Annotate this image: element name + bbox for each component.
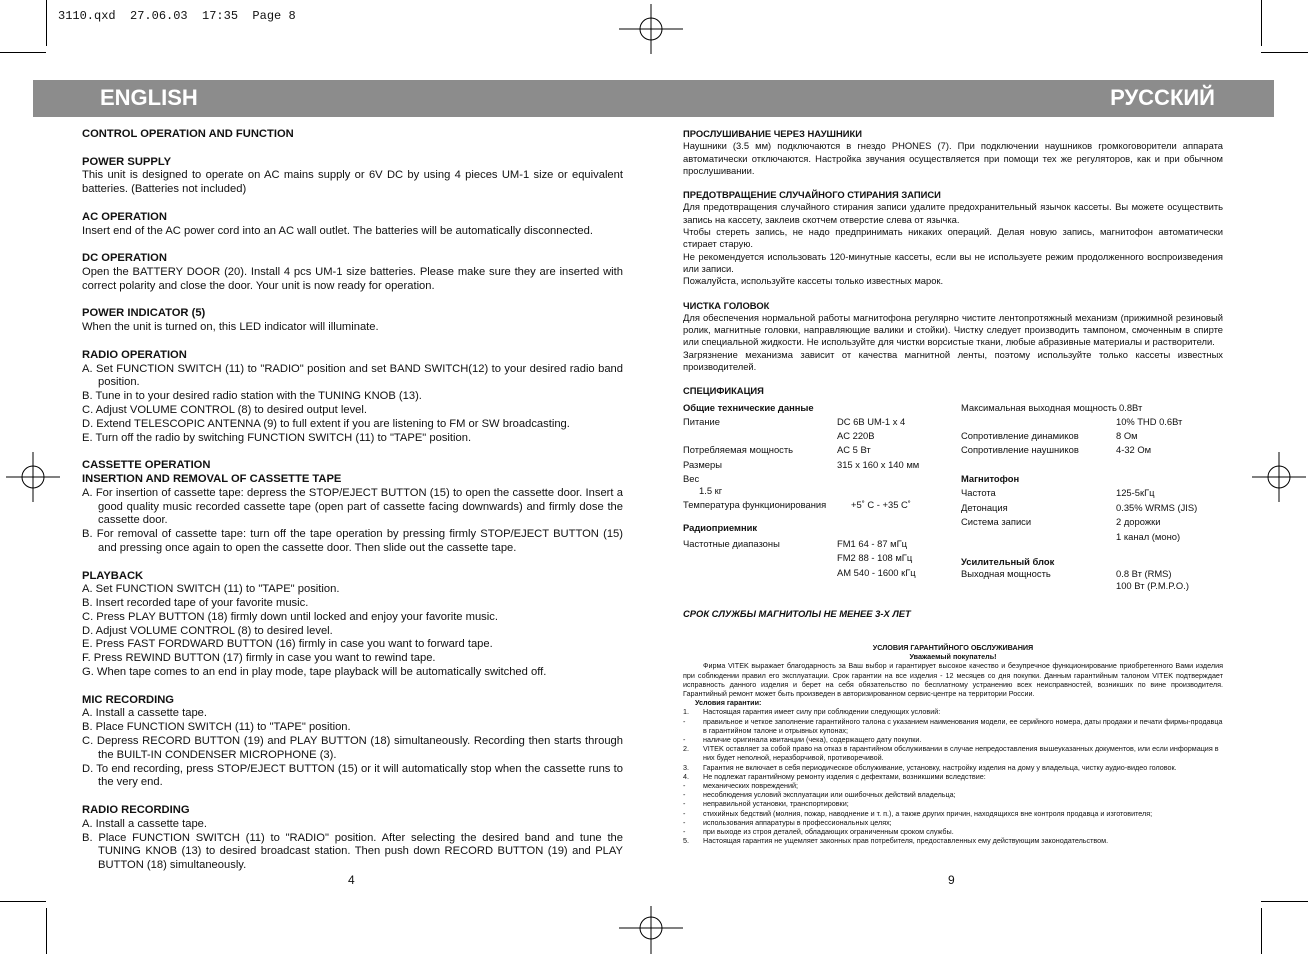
spec-item: 4-32 Ом (1116, 443, 1152, 455)
spec-item: Радиоприемник (683, 521, 758, 533)
item-marker: - (683, 808, 686, 818)
spec-table (683, 402, 1223, 600)
item-marker: 3. (683, 762, 689, 772)
item-marker: - (683, 735, 686, 745)
list-item: E. Press FAST FORDWARD BUTTON (16) firmly in case you want to forward tape. (82, 638, 493, 651)
item-text: Не подлежат гарантийному ремонту изделия с дефектами, возникшими вследствие: (703, 771, 986, 781)
warranty-item (683, 799, 1223, 808)
item-text: использования аппаратуры в профессиональных целях; (703, 817, 892, 827)
spec-item: 10% THD 0.6Вт (1116, 415, 1183, 427)
item-marker: - (683, 827, 686, 837)
spec-item: 1 канал (моно) (1116, 530, 1181, 542)
list-item: A. Set FUNCTION SWITCH (11) to "RADIO" position and set BAND SWITCH(12) to your desired radio band position. (82, 362, 623, 389)
item-text: Настоящая гарантия не ущемляет законных прав потребителя, предоставленных ему действующим законодательством. (703, 836, 1109, 846)
warranty-item (683, 717, 1223, 735)
warranty-salutation: Уважаемый покупатель! (909, 652, 997, 662)
list-item: E. Turn off the radio by switching FUNCTION SWITCH (11) to "TAPE" position. (82, 431, 472, 444)
spec-item: 0.35% WRMS (JIS) (1116, 501, 1198, 513)
spec-item: Магнитофон (961, 472, 1020, 484)
spec-item: Температура функционирования (683, 498, 827, 510)
spec-item: Частотные диапазоны (683, 537, 780, 549)
section-title: POWER INDICATOR (5) (82, 307, 206, 320)
page-number-right: 9 (948, 873, 955, 887)
spec-item: Потребляемая мощность (683, 443, 794, 455)
paragraph: Для обеспечения нормальной работы магнитофона регулярно чистите лентопротяжный механизм (прижимной резиновый ролик, магнитные головки, направляющие валики и стойки). Чистку следует производить тампоном, смоченным в спирте или специальной жидкости. Не используйте для чистки ворсистые ткани, любые абразивные материалы и растворители. (683, 311, 1223, 348)
warranty-intro: Фирма VITEK выражает благодарность за Ваш выбор и гарантирует высокое качество и безупречное функционирование приобретенного Вами изделия при соблюдении правил его эксплуатации. Срок гарантии на все изделия - 12 месяцев со дня покупки. Данным гарантийным талоном VITEK подтверждает исправность данного изделия и берет на себя обязательство по бесплатному устранению всех неисправностей, возникших по вине производителя. Гарантийный ремонт может быть произведен в авторизированном сервис-центре на территории России. (683, 661, 1223, 699)
section-title: RADIO OPERATION (82, 348, 187, 361)
list-item: F. Press REWIND BUTTON (17) firmly in case you want to rewind tape. (82, 652, 436, 665)
section (82, 128, 623, 142)
warranty-item (683, 836, 1223, 845)
paragraph: Не рекомендуется использовать 120-минутные кассеты, если вы не используете режим продолженного воспроизведения или записи. (683, 250, 1223, 274)
registration-mark-left (6, 452, 60, 502)
section-title: ПРЕДОТВРАЩЕНИЕ СЛУЧАЙНОГО СТИРАНИЯ ЗАПИСИ (683, 189, 941, 201)
warranty-item (683, 781, 1223, 790)
warranty-section (683, 643, 1223, 845)
warranty-item (683, 763, 1223, 772)
spec-item: DC 6В UM-1 x 4 (837, 415, 906, 427)
section-title: ЧИСТКА ГОЛОВОК (683, 299, 770, 311)
spec-item: Общие технические данные (683, 401, 814, 413)
section (82, 307, 623, 335)
spec-item: FM2 88 - 108 мГц (837, 551, 913, 563)
spec-item: Максимальная выходная мощность (961, 401, 1117, 413)
spec-item: 100 Вт (P.M.P.O.) (1116, 579, 1189, 591)
item-text: Гарантия не включает в себя периодическое обслуживание, установку, настройку изделия на дому у владельца, чистку аудио-видео головок. (703, 762, 1177, 772)
file-slug: 3110.qxd 27.06.03 17:35 Page 8 (58, 9, 296, 23)
section-title: DC OPERATION (82, 252, 167, 265)
item-text: механических повреждений; (703, 781, 798, 791)
warranty-item (683, 818, 1223, 827)
section (82, 211, 623, 239)
spec-item: 0.8Вт (1119, 401, 1143, 413)
spec-item: +5˚ C - +35 C˚ (851, 498, 911, 510)
spec-item: Питание (683, 415, 721, 427)
spec-title: СПЕЦИФИКАЦИЯ (683, 385, 764, 397)
warranty-item (683, 827, 1223, 836)
registration-mark-top (619, 4, 683, 54)
section-title: ПРОСЛУШИВАНИЕ ЧЕРЕЗ НАУШНИКИ (683, 128, 862, 139)
english-column (82, 128, 623, 887)
list-item: A. Install a cassette tape. (82, 707, 207, 720)
spec-item: Частота (961, 486, 996, 498)
list-item: A. Install a cassette tape. (82, 817, 207, 830)
section-subtitle: INSERTION AND REMOVAL OF CASSETTE TAPE (82, 472, 342, 485)
list-item: C. Depress RECORD BUTTON (19) and PLAY BUTTON (18) simultaneously. Recording then starts through the BUILT-IN CONDENSER MICROPHONE (3). (82, 735, 623, 761)
paragraph: Чтобы стереть запись, не надо предпринимать никаких операций. Делая новую запись, магнитофон автоматически стирает старую. (683, 226, 1223, 250)
spec-item: AC 5 Вт (837, 443, 871, 455)
item-marker: 5. (683, 836, 689, 846)
item-text: стихийных бедствий (молния, пожар, наводнение и т. п.), а также других причин, находящихся вне контроля продавца и изготовителя; (703, 808, 1153, 818)
paragraph: When the unit is turned on, this LED indicator will illuminate. (82, 321, 379, 334)
spec-item: AM 540 - 1600 кГц (837, 566, 916, 578)
service-life: СРОК СЛУЖБЫ МАГНИТОЛЫ НЕ МЕНЕЕ 3-Х ЛЕТ (683, 607, 911, 619)
item-text: несоблюдения условий эксплуатации или ошибочных действий владельца; (703, 790, 956, 800)
section (82, 252, 623, 293)
instruction-list (82, 707, 623, 790)
list-item: C. Adjust VOLUME CONTROL (8) to desired output level. (82, 403, 367, 416)
section (82, 349, 623, 446)
paragraph: Insert end of the AC power cord into an AC wall outlet. The batteries will be automatically disconnected. (82, 224, 593, 237)
list-item: B. For removal of cassette tape: turn off the tape operation by pressing firmly STOP/EJECT BUTTON (15) and pressing once again to open the cassette door. Then slide out the cassette tape. (82, 528, 623, 554)
item-marker: 2. (683, 744, 689, 754)
spec-item: 0.8 Вт (RMS) (1116, 567, 1172, 579)
section (82, 694, 623, 791)
item-marker: - (683, 781, 686, 791)
list-item: D. Adjust VOLUME CONTROL (8) to desired level. (82, 624, 333, 637)
warranty-item (683, 790, 1223, 799)
list-item: C. Press PLAY BUTTON (18) firmly down until locked and enjoy your favorite music. (82, 610, 498, 623)
section-title: POWER SUPPLY (82, 155, 172, 168)
paragraph: This unit is designed to operate on AC mains supply or 6V DC by using 4 pieces UM-1 size or equivalent batteries. (Batteries not included) (82, 169, 623, 196)
section-title: RADIO RECORDING (82, 804, 190, 817)
list-item: A. For insertion of cassette tape: depress the STOP/EJECT BUTTON (15) to open the cassette door. Insert a good quality music recorded cassette tape (open part of cassette facing downwards) and firmly dose the cassette door. (82, 486, 623, 527)
spec-item: Система записи (961, 515, 1032, 527)
paragraph: Для предотвращения случайного стирания записи удалите предохранительный язычок кассеты. Вы можете осуществить запись на кассету, заклеив скотчем отверстие слева от язычка. (683, 201, 1223, 225)
list-item: G. When tape comes to an end in play mode, tape playback will be automatically switched off. (82, 666, 547, 679)
spec-item: AC 220В (837, 429, 875, 441)
list-item: B. Place FUNCTION SWITCH (11) to "TAPE" position. (82, 721, 351, 734)
instruction-list (82, 818, 623, 873)
spec-item: Вес (683, 472, 700, 484)
list-item: A. Set FUNCTION SWITCH (11) to "TAPE" position. (82, 583, 340, 596)
item-text: наличие оригинала квитанции (чека), содержащего дату покупки. (703, 735, 922, 745)
item-marker: - (683, 799, 686, 809)
item-text: VITEK оставляет за собой право на отказ в гарантийном обслуживании в случае непредоставления вышеуказанных документов, или если информация в них будет неполной, неразборчивой, противоречивой. (703, 744, 1219, 763)
spec-item: 8 Ом (1116, 429, 1138, 441)
section-title: PLAYBACK (82, 569, 144, 582)
section (683, 300, 1223, 374)
section (683, 128, 1223, 177)
spec-item: 2 дорожки (1116, 515, 1161, 527)
page-number-left: 4 (348, 873, 355, 887)
spec-item: 1.5 кг (699, 484, 723, 496)
list-item: D. To end recording, press STOP/EJECT BUTTON (15) or it will automatically stop when the cassette runs to the very end. (82, 762, 623, 789)
warranty-title: УСЛОВИЯ ГАРАНТИЙНОГО ОБСЛУЖИВАНИЯ (872, 643, 1034, 652)
section (82, 459, 623, 556)
section (82, 570, 623, 680)
spec-item: Сопротивление динамиков (961, 429, 1079, 441)
item-marker: - (683, 790, 686, 800)
section (82, 156, 623, 197)
item-text: правильное и четкое заполнение гарантийного талона с указанием наименования модели, ее серийного номера, даты продажи и печати фирмы-продавца в гарантийном талоне и отрывных купонах; (703, 716, 1223, 735)
section-title: AC OPERATION (82, 210, 167, 223)
section-title: MIC RECORDING (82, 693, 174, 706)
warranty-conditions-title: Условия гарантии: (695, 698, 762, 708)
spec-item: Сопротивление наушников (961, 443, 1079, 455)
language-banner (33, 80, 1274, 117)
instruction-list (82, 487, 623, 556)
spec-item: Размеры (683, 458, 722, 470)
list-item: B. Place FUNCTION SWITCH (11) to "RADIO" position. After selecting the desired band and tune the TUNING KNOB (13) to desired broadcast station. Then push down RECORD BUTTON (19) and PLAY BUTTON (18) simultaneously. (82, 831, 623, 872)
item-marker: - (683, 716, 686, 726)
paragraph: Загрязнение механизма зависит от качества магнитной ленты, поэтому используйте только кассеты известных производителей. (683, 348, 1223, 373)
section (82, 804, 623, 873)
item-marker: - (683, 817, 686, 827)
warranty-item (683, 707, 1223, 716)
warranty-item (683, 809, 1223, 818)
spec-item: 315 x 160 x 140 мм (837, 458, 920, 470)
spec-item: Усилительный блок (961, 555, 1055, 567)
instruction-list (82, 583, 623, 680)
banner-english: ENGLISH (100, 85, 198, 110)
warranty-item (683, 772, 1223, 781)
item-marker: 1. (683, 707, 689, 717)
spec-item: Выходная мощность (961, 567, 1051, 579)
paragraph: Пожалуйста, используйте кассеты только известных марок. (683, 275, 944, 287)
list-item: D. Extend TELESCOPIC ANTENNA (9) to full extent if you are listening to FM or SW broadcasting. (82, 417, 570, 430)
warranty-item (683, 744, 1223, 762)
item-marker: 4. (683, 771, 689, 781)
paragraph: Open the BATTERY DOOR (20). Install 4 pcs UM-1 size batteries. Please make sure they are inserted with correct polarity and close the door. Your unit is now ready for operation. (82, 265, 623, 292)
banner-russian: РУССКИЙ (1110, 85, 1215, 110)
item-text: при выходе из строя деталей, обладающих ограниченным сроком службы. (703, 827, 954, 837)
registration-mark-bottom (619, 906, 683, 954)
section-title: CONTROL OPERATION AND FUNCTION (82, 128, 294, 140)
russian-column (683, 128, 1223, 620)
section-title: CASSETTE OPERATION (82, 459, 211, 472)
registration-mark-right (1252, 452, 1306, 502)
instruction-list (82, 363, 623, 446)
item-text: неправильной установки, транспортировки; (703, 799, 849, 809)
list-item: B. Insert recorded tape of your favorite music. (82, 597, 309, 610)
list-item: B. Tune in to your desired radio station with the TUNING KNOB (13). (82, 390, 422, 403)
spec-item: Детонация (961, 501, 1008, 513)
item-text: Настоящая гарантия имеет силу при соблюдении следующих условий: (703, 707, 941, 717)
warranty-item (683, 735, 1223, 744)
paragraph: Наушники (3.5 мм) подключаются в гнездо PHONES (7). При подключении наушников громкоговорители аппарата автоматически отключаются. Настройка звучания осуществляется при помощи тех же регуляторов, как и при обычном прослушивании. (683, 140, 1223, 176)
spec-item: 125-5кГц (1116, 486, 1155, 498)
spec-item: FM1 64 - 87 мГц (837, 537, 908, 549)
section (683, 189, 1223, 287)
